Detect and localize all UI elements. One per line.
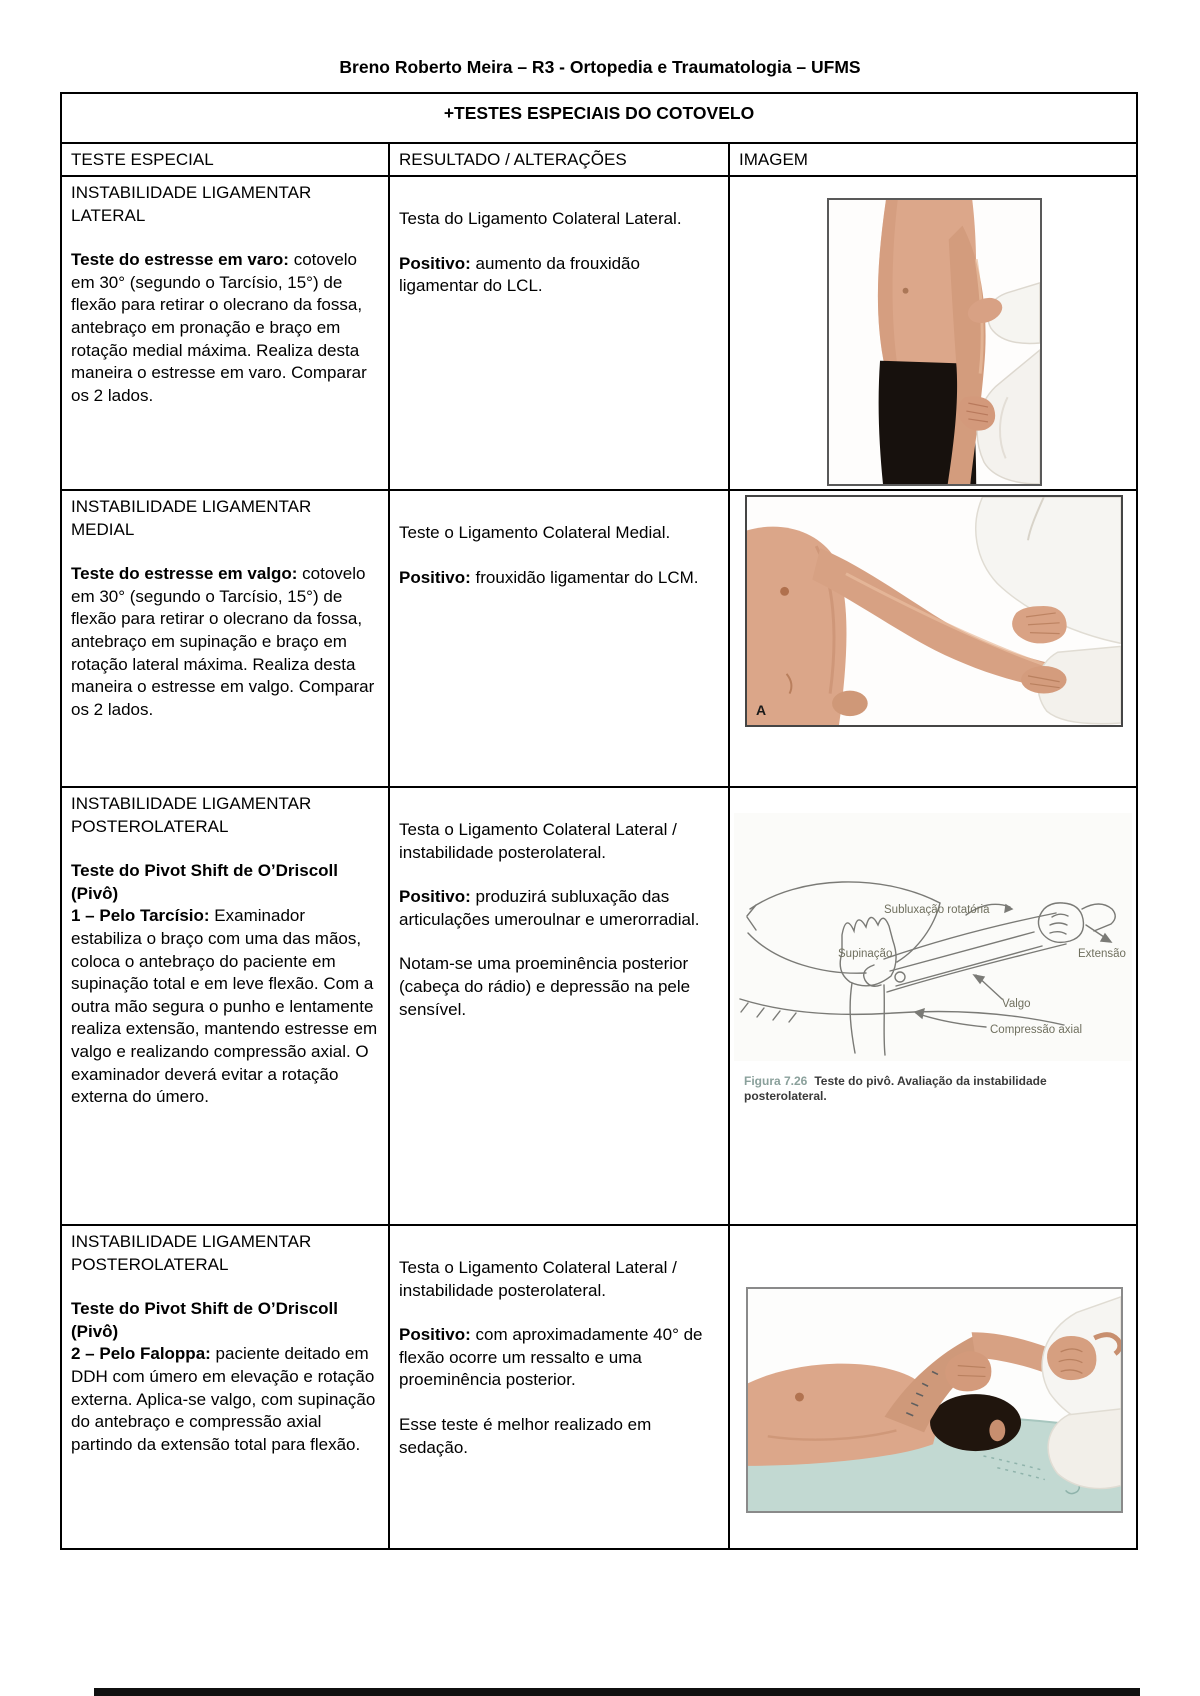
examiner-hand-under-forearm (1021, 666, 1067, 694)
row2-test-cell (62, 491, 390, 788)
row3-result-p1: Testa o Ligamento Colateral Lateral / instabilidade posterolateral. (399, 820, 677, 862)
row2-test-description: Teste do estresse em valgo: cotovelo em 30° (segundo o Tarcísio, 15°) de flexão para retirar o olecrano da fossa, antebraço em supinação e braço em rotação lateral máxima. Realiza desta maneira o estresse em valgo. Comparar os 2 lados. (71, 564, 375, 719)
figure-label-compressao: Compressão axial (990, 1024, 1083, 1036)
figure-caption-text: Teste do pivô. Avaliação da instabilidade posterolateral. (744, 1074, 1047, 1103)
row4-image-cell (730, 1226, 1136, 1548)
next-table-top-border (94, 1688, 1140, 1696)
row1-test-description: Teste do estresse em varo: cotovelo em 30° (segundo o Tarcísio, 15°) de flexão para retirar o olecrano da fossa, antebraço em pronação e braço em rotação medial máxima. Realiza desta maneira o estresse em varo. Comparar os 2 lados. (71, 250, 367, 405)
pivot-shift-figure (734, 813, 1132, 1061)
row2-result-p1: Teste o Ligamento Colateral Medial. (399, 523, 671, 542)
row4-result-p1: Testa o Ligamento Colateral Lateral / instabilidade posterolateral. (399, 1258, 677, 1300)
figure-caption (744, 1074, 1130, 1104)
row4-result-cell (390, 1226, 730, 1548)
figure-label-subluxacao: Subluxação rotatória (884, 904, 990, 916)
row4-test-description: 2 – Pelo Faloppa: paciente deitado em DDH com úmero em elevação e rotação externa. Aplica-se valgo, com supinação do antebraço e compressão axial partindo da extensão total para flexão. (71, 1344, 376, 1454)
row4-test-title: INSTABILIDADE LIGAMENTAR POSTEROLATERAL (71, 1232, 312, 1274)
table-title: +TESTES ESPECIAIS DO COTOVELO (62, 94, 1136, 144)
photo-panel-label: A (756, 702, 767, 719)
figure-caption-ref: Figura 7.26 (744, 1074, 808, 1088)
row1-test-cell (62, 177, 390, 491)
row1-result-cell (390, 177, 730, 491)
row2-result-cell (390, 491, 730, 788)
special-tests-table (60, 92, 1138, 1550)
row1-image-cell (730, 177, 1136, 491)
column-header-imagem: IMAGEM (730, 144, 1136, 177)
valgus-stress-illustration (747, 497, 1121, 725)
row3-result-cell (390, 788, 730, 1226)
row3-image-cell (730, 788, 1136, 1226)
valgus-stress-test-photo (745, 495, 1123, 727)
figure-label-extensao: Extensão (1078, 948, 1126, 960)
row1-result-positive: Positivo: aumento da frouxidão ligamentar do LCL. (399, 253, 640, 296)
row3-result-positive: Positivo: produzirá subluxação das articulações umeroulnar e umerorradial. (399, 887, 700, 929)
row1-result-p1: Testa do Ligamento Colateral Lateral. (399, 209, 682, 228)
row1-test-title: INSTABILIDADE LIGAMENTAR LATERAL (71, 183, 312, 225)
row4-result-p3: Esse teste é melhor realizado em sedação. (399, 1415, 652, 1457)
pivot-shift-line-drawing (734, 813, 1132, 1061)
column-header-resultado: RESULTADO / ALTERAÇÕES (390, 144, 730, 177)
pivot-shift-photo-illustration (748, 1289, 1121, 1511)
varus-stress-test-photo (827, 198, 1042, 486)
patient-hand-behind-back (832, 691, 868, 717)
varus-stress-illustration (829, 200, 1040, 484)
row3-test-cell (62, 788, 390, 1226)
pivot-shift-supine-photo (746, 1287, 1123, 1513)
row4-test-cell (62, 1226, 390, 1548)
row2-result-positive: Positivo: frouxidão ligamentar do LCM. (399, 567, 699, 587)
row3-test-title: INSTABILIDADE LIGAMENTAR POSTEROLATERAL (71, 794, 312, 836)
row3-test-name: Teste do Pivot Shift de O’Driscoll (Pivô) (71, 861, 339, 903)
row2-image-cell (730, 491, 1136, 788)
author-header: Breno Roberto Meira – R3 - Ortopedia e Traumatologia – UFMS (339, 57, 861, 77)
row3-result-p3: Notam-se uma proeminência posterior (cabeça do rádio) e depressão na pele sensível. (399, 954, 691, 1019)
row4-result-positive: Positivo: com aproximadamente 40° de flexão ocorre um ressalto e uma proeminência posterior. (399, 1325, 703, 1390)
row3-test-description: 1 – Pelo Tarcísio: Examinador estabiliza o braço com uma das mãos, coloca o antebraço do paciente em supinação total e em leve flexão. Com a outra mão segura o punho e lentamente realiza extensão, mantendo estresse em valgo e realizando compressão axial. O examinador deverá evitar a rotação externa do úmero. (71, 906, 378, 1107)
patient-head (930, 1394, 1021, 1451)
figure-label-valgo: Valgo (1002, 998, 1031, 1010)
column-header-teste-especial: TESTE ESPECIAL (62, 144, 390, 177)
row4-test-name: Teste do Pivot Shift de O’Driscoll (Pivô) (71, 1299, 339, 1341)
figure-label-supinacao: Supinação (838, 948, 893, 960)
row2-test-title: INSTABILIDADE LIGAMENTAR MEDIAL (71, 497, 312, 539)
clasped-hands (1047, 1336, 1096, 1380)
